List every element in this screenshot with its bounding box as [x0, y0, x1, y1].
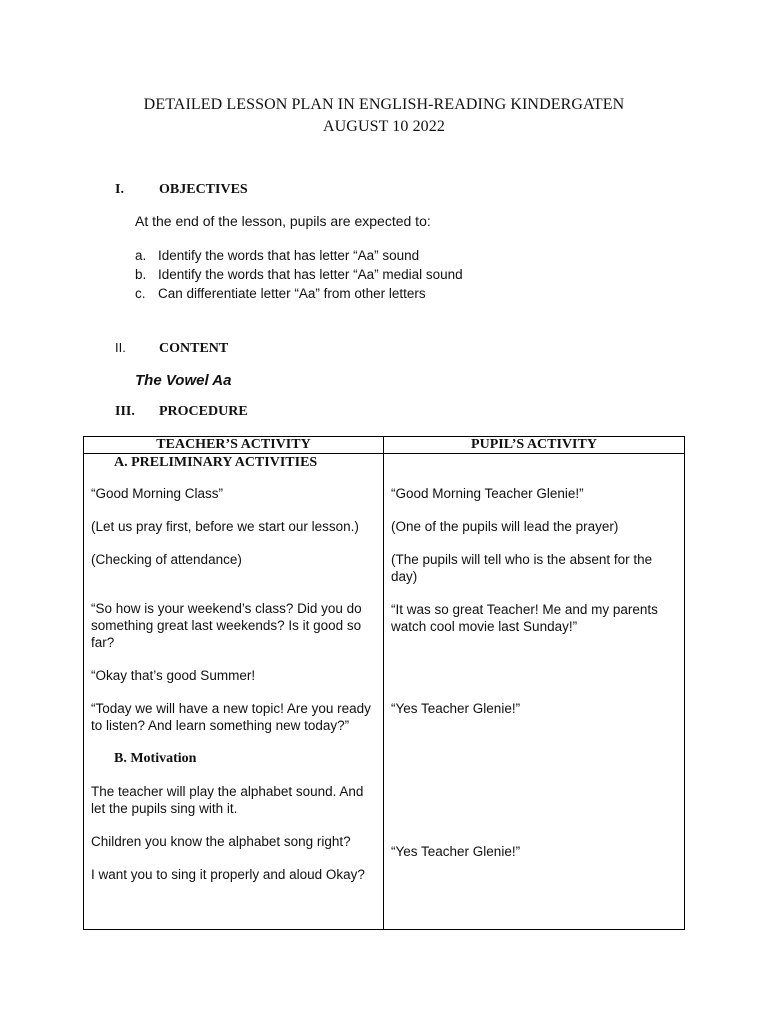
teacher-line: Children you know the alphabet song right?	[91, 834, 351, 849]
pupil-line: (The pupils will tell who is the absent for the day)	[391, 552, 653, 584]
pupil-line: “It was so great Teacher! Me and my parents watch cool movie last Sunday!”	[391, 602, 658, 634]
table-header-row	[84, 437, 685, 454]
list-item-text: Identify the words that has letter “Aa” sound	[158, 248, 420, 263]
subsection-heading: A. PRELIMINARY ACTIVITIES	[114, 455, 318, 470]
teacher-line: The teacher will play the alphabet sound. And let the pupils sing with it.	[91, 784, 364, 816]
section-number: III.	[115, 404, 135, 419]
section-number: II.	[115, 340, 126, 355]
objectives-intro: At the end of the lesson, pupils are expected to:	[135, 213, 431, 229]
title-line-1: DETAILED LESSON PLAN IN ENGLISH-READING KINDERGATEN	[143, 96, 625, 113]
teacher-line: “Okay that’s good Summer!	[91, 668, 256, 683]
procedure-table	[83, 436, 685, 930]
section-content	[115, 340, 228, 357]
teacher-activity-cell	[84, 454, 384, 930]
teacher-line: (Let us pray first, before we start our lesson.)	[91, 519, 359, 534]
objectives-list	[135, 246, 463, 303]
teacher-activity-header: TEACHER’S ACTIVITY	[84, 437, 384, 454]
section-heading: PROCEDURE	[159, 404, 248, 419]
list-item	[135, 246, 463, 265]
list-marker: a.	[135, 248, 147, 263]
document-title	[0, 94, 768, 138]
section-heading: OBJECTIVES	[159, 182, 248, 197]
pupil-activity-cell	[384, 454, 685, 930]
pupil-line: “Good Morning Teacher Glenie!”	[391, 486, 584, 501]
list-marker: c.	[135, 286, 146, 301]
subsection-heading: B. Motivation	[114, 751, 197, 766]
section-number: I.	[115, 182, 124, 197]
list-item-text: Identify the words that has letter “Aa” medial sound	[158, 267, 463, 282]
teacher-line: “So how is your weekend’s class? Did you do something great last weekends? Is it good so far?	[91, 601, 362, 650]
pupil-line: “Yes Teacher Glenie!”	[391, 701, 521, 716]
pupil-line: “Yes Teacher Glenie!”	[391, 844, 521, 859]
table-row	[84, 454, 685, 930]
list-item-text: Can differentiate letter “Aa” from other letters	[158, 286, 426, 301]
title-line-2: AUGUST 10 2022	[322, 118, 445, 135]
list-marker: b.	[135, 267, 147, 282]
teacher-line: I want you to sing it properly and aloud Okay?	[91, 867, 365, 882]
pupil-line: (One of the pupils will lead the prayer)	[391, 519, 619, 534]
teacher-line: “Today we will have a new topic! Are you ready to listen? And learn something new today?”	[91, 701, 371, 733]
section-procedure	[115, 404, 248, 420]
section-heading: CONTENT	[159, 341, 229, 356]
content-topic: The Vowel Aa	[135, 372, 232, 389]
list-item	[135, 265, 463, 284]
list-item	[135, 284, 463, 303]
section-objectives	[115, 182, 248, 198]
teacher-line: (Checking of attendance)	[91, 552, 242, 567]
teacher-line: “Good Morning Class”	[91, 486, 224, 501]
pupil-activity-header: PUPIL’S ACTIVITY	[384, 437, 685, 454]
